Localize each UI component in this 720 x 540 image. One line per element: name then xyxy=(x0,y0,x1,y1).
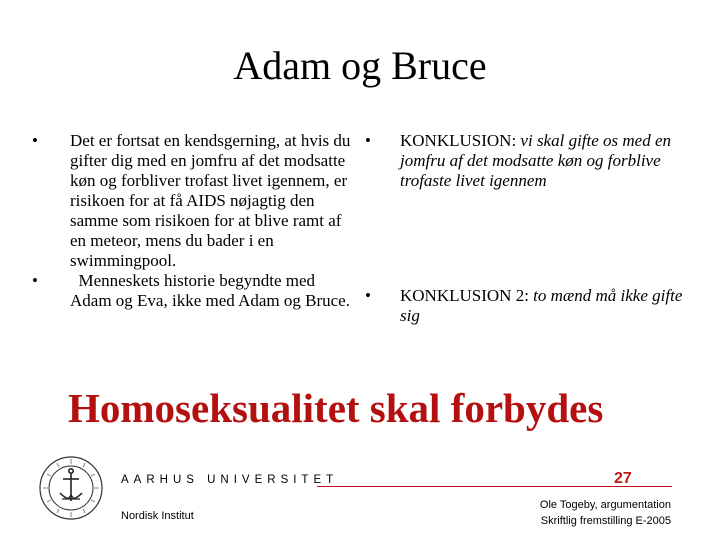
spacer xyxy=(365,191,695,286)
author-line: Ole Togeby, argumentation xyxy=(539,499,671,511)
page-number: 27 xyxy=(614,470,632,487)
conclusion-text: vi skal gifte os med en jomfru af det modsatte køn og forblive trofaste livet igennem xyxy=(400,131,672,190)
conclusion-2-text: to mænd må ikke gifte sig xyxy=(400,286,683,325)
right-column xyxy=(365,131,695,326)
left-column xyxy=(32,131,352,311)
conclusion-2-label: KONKLUSION 2: xyxy=(400,286,534,305)
bullet-dot: • xyxy=(365,131,371,150)
left-bullet-2-text: Menneskets historie begyndte med Adam og Eva, ikke med Adam og Bruce. xyxy=(70,271,350,310)
course-line: Skriftlig fremstilling E-2005 xyxy=(540,515,671,527)
bullet-dot: • xyxy=(32,131,38,150)
right-bullet-1 xyxy=(365,131,695,191)
headline: Homoseksualitet skal forbydes xyxy=(68,385,604,431)
university-name: AARHUS UNIVERSITET xyxy=(121,474,339,486)
bullet-dot: • xyxy=(32,271,38,290)
conclusion-label: KONKLUSION: xyxy=(400,131,521,150)
slide-title: Adam og Bruce xyxy=(233,43,487,88)
right-bullet-2 xyxy=(365,286,695,326)
footer-credit xyxy=(540,497,671,529)
university-seal-icon xyxy=(38,455,104,521)
bullet-dot: • xyxy=(365,286,371,305)
left-bullet-1 xyxy=(32,131,352,271)
left-bullet-2 xyxy=(32,271,352,311)
department-name: Nordisk Institut xyxy=(121,510,194,522)
left-bullet-1-text: Det er fortsat en kendsgerning, at hvis du gifter dig med en jomfru af det modsatte køn og forbliver trofast livet igennem, er risikoen for at få AIDS nøjagtig den samme som risikoen for at blive ramt af en meteor, mens du bader i en swimmingpool. xyxy=(70,131,351,270)
